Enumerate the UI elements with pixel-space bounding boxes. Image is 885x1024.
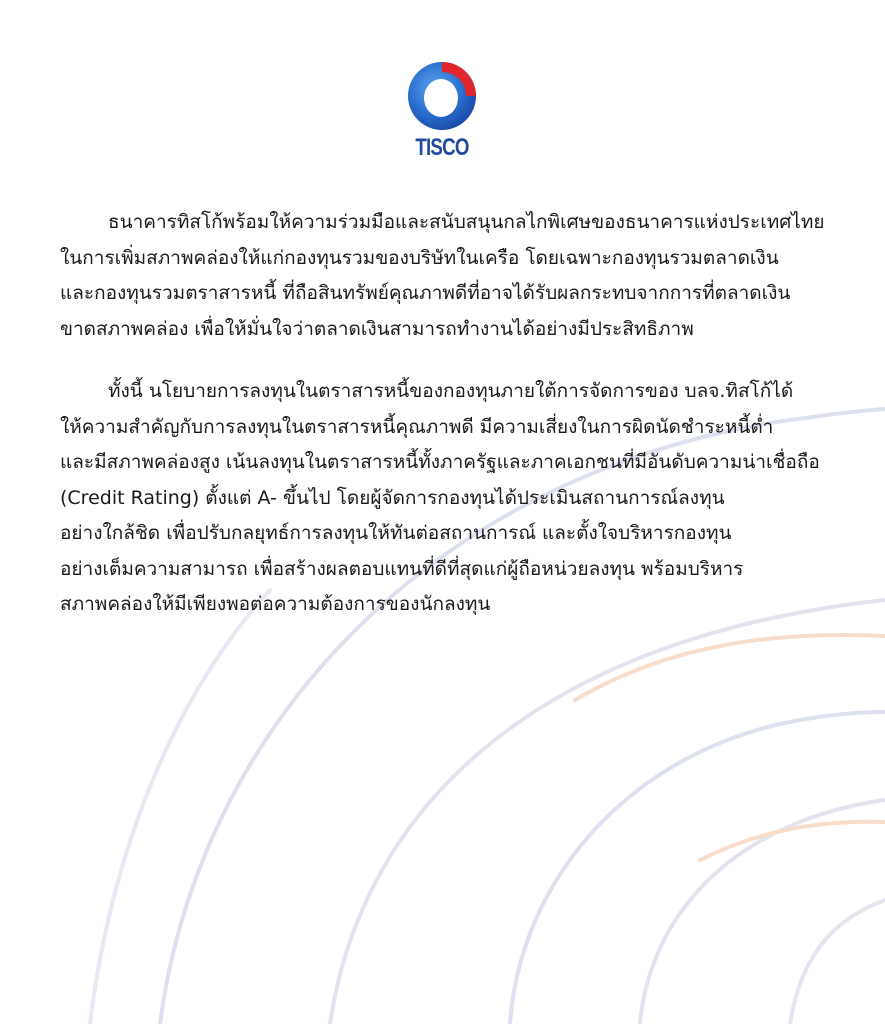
text-line: อย่างเต็มความสามารถ เพื่อสร้างผลตอบแทนที่ดีที่สุดแก่ผู้ถือหน่วยลงทุน พร้อมบริหาร [60,557,744,580]
text-line: ธนาคารทิสโก้พร้อมให้ความร่วมมือและสนับสนุนกลไกพิเศษของธนาคารแห่งประเทศไทย [108,211,825,233]
tisco-logo [404,60,480,164]
text-line: ขาดสภาพคล่อง เพื่อให้มั่นใจว่าตลาดเงินสามารถทำงานได้อย่างมีประสิทธิภาพ [60,317,694,340]
announcement-body [60,205,836,623]
text-line: ในการเพิ่มสภาพคล่องให้แก่กองทุนรวมของบริษัทในเครือ โดยเฉพาะกองทุนรวมตลาดเงิน [60,246,779,269]
paragraph-2 [60,374,836,623]
tisco-logo-mark [406,60,478,132]
text-line: และมีสภาพคล่องสูง เน้นลงทุนในตราสารหนี้ทั้งภาครัฐและภาคเอกชนที่มีอันดับความน่าเชื่อถือ [60,451,820,473]
background-arc [640,800,885,1024]
background-arc [700,822,885,860]
text-line: อย่างใกล้ชิด เพื่อปรับกลยุทธ์การลงทุนให้ทันต่อสถานการณ์ และตั้งใจบริหารกองทุน [60,522,732,544]
background-arc [790,900,885,1024]
text-line: และกองทุนรวมตราสารหนี้ ที่ถือสินทรัพย์คุณภาพดีที่อาจได้รับผลกระทบจากการที่ตลาดเงิน [60,282,791,304]
text-line: สภาพคล่องให้มีเพียงพอต่อความต้องการของนักลงทุน [60,593,491,615]
background-arc [90,590,270,1024]
background-arc [575,635,885,700]
background-arc [330,600,885,1024]
text-line: (Credit Rating) ตั้งแต่ A- ขึ้นไป โดยผู้จัดการกองทุนได้ประเมินสถานการณ์ลงทุน [60,486,725,509]
text-line: ให้ความสำคัญกับการลงทุนในตราสารหนี้คุณภาพดี มีความเสี่ยงในการผิดนัดชำระหนี้ต่ำ [60,415,774,438]
text-line: ทั้งนี้ นโยบายการลงทุนในตราสารหนี้ของกองทุนภายใต้การจัดการของ บลจ.ทิสโก้ได้ [108,380,794,402]
paragraph-1 [60,205,836,347]
tisco-logo-text: TISCO [415,134,469,161]
background-arc [510,712,885,1024]
